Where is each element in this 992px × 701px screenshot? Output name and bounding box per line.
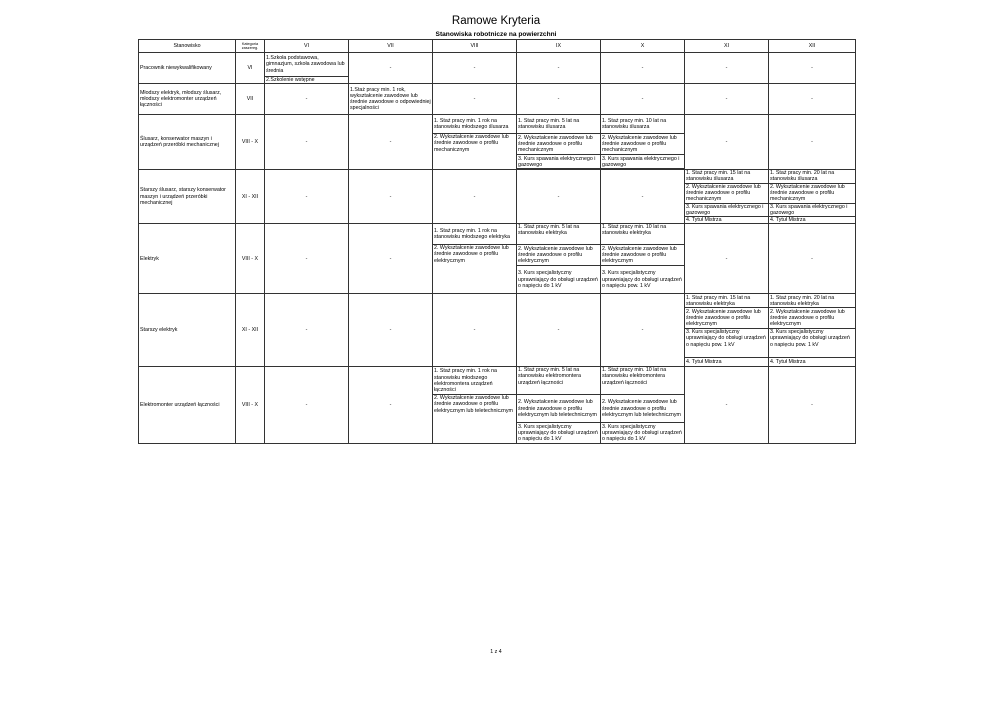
- table-row: [139, 224, 856, 245]
- criteria-cell: 2. Wykształcenie zawodowe lub średnie zawodowe o profilu elektrycznym: [433, 245, 517, 294]
- empty-cell: -: [769, 53, 856, 84]
- table-row: [139, 115, 856, 134]
- criteria-cell: 1. Staż pracy min. 20 lat na stanowisku ślusarza: [769, 170, 856, 183]
- criteria-cell: 1. Staż pracy min. 10 lat na stanowisku elektromontera urządzeń łączności: [601, 367, 685, 395]
- empty-cell: -: [349, 294, 433, 367]
- criteria-cell: 2. Wykształcenie zawodowe lub średnie zawodowe o profilu elektrycznym: [517, 245, 601, 266]
- header-col-xi: XI: [685, 40, 769, 53]
- criteria-cell: 2. Wykształcenie zawodowe lub średnie zawodowe o profilu mechanicznym: [433, 134, 517, 170]
- position-name: Elektromonter urządzeń łączności: [139, 367, 236, 444]
- empty-cell: -: [685, 115, 769, 170]
- empty-cell: -: [265, 294, 349, 367]
- empty-cell: -: [685, 53, 769, 84]
- empty-cell: -: [601, 294, 685, 367]
- header-kategoria: Kategoria zaszereg.: [236, 40, 265, 53]
- empty-cell: -: [265, 367, 349, 444]
- criteria-table: [138, 39, 856, 444]
- criteria-cell: 1. Staż pracy min. 5 lat na stanowisku elektryka: [517, 224, 601, 245]
- criteria-cell: 3. Kurs spawania elektrycznego i gazowego: [685, 203, 769, 216]
- position-name: Pracownik niewykwalifikowany: [139, 53, 236, 84]
- criteria-cell: 2. Wykształcenie zawodowe lub średnie zawodowe o profilu mechanicznym: [769, 183, 856, 203]
- criteria-cell: 2. Wykształcenie zawodowe lub średnie zawodowe o profilu elektrycznym lub teletechnicznym: [601, 395, 685, 423]
- category-cell: VIII - X: [236, 367, 265, 444]
- header-col-xii: XII: [769, 40, 856, 53]
- empty-cell: -: [769, 115, 856, 170]
- empty-cell: -: [265, 84, 349, 115]
- header-col-viii: VIII: [433, 40, 517, 53]
- category-cell: VIII - X: [236, 224, 265, 294]
- criteria-cell: 1. Staż pracy min. 1 rok na stanowisku młodszego ślusarza: [433, 115, 517, 134]
- position-name: Młodszy elektryk, młodszy ślusarz, młodszy elektromonter urządzeń łączności: [139, 84, 236, 115]
- criteria-cell: 1. Staż pracy min. 1 rok na stanowisku młodszego elektromontera urządzeń łączności: [433, 367, 517, 395]
- criteria-cell: 4. Tytuł Mistrza: [769, 217, 856, 224]
- empty-cell: -: [517, 170, 601, 224]
- criteria-cell: 2. Wykształcenie zawodowe lub średnie zawodowe o profilu elektrycznym: [685, 308, 769, 329]
- header-col-x: X: [601, 40, 685, 53]
- criteria-cell: 3. Kurs spawania elektrycznego i gazowego: [769, 203, 856, 216]
- criteria-cell: 2. Wykształcenie zawodowe lub średnie zawodowe o profilu elektrycznym lub teletechnicznym: [517, 395, 601, 423]
- criteria-cell: 2. Wykształcenie zawodowe lub średnie zawodowe o profilu mechanicznym: [685, 183, 769, 203]
- empty-cell: -: [349, 170, 433, 224]
- empty-cell: -: [517, 294, 601, 367]
- position-name: Ślusarz, konserwator maszyn i urządzeń przeróbki mechanicznej: [139, 115, 236, 170]
- criteria-cell: 1. Staż pracy min. 10 lat na stanowisku ślusarza: [601, 115, 685, 134]
- empty-cell: -: [265, 224, 349, 294]
- header-stanowisko: Stanowisko: [139, 40, 236, 53]
- empty-cell: -: [433, 294, 517, 367]
- category-cell: XI - XII: [236, 170, 265, 224]
- criteria-cell: 3. Kurs specjalistyczny uprawniający do obsługi urządzeń o napięciu pow. 1 kV: [685, 329, 769, 358]
- criteria-cell: 3. Kurs spawania elektrycznego i gazowego: [517, 155, 601, 169]
- criteria-cell: 3. Kurs specjalistyczny uprawniający do obsługi urządzeń o napięciu do 1 kV: [517, 266, 601, 294]
- header-col-ix: IX: [517, 40, 601, 53]
- empty-cell: -: [601, 84, 685, 115]
- empty-cell: -: [685, 224, 769, 294]
- empty-cell: -: [349, 115, 433, 170]
- criteria-cell: 1. Staż pracy min. 5 lat na stanowisku elektromontera urządzeń łączności: [517, 367, 601, 395]
- empty-cell: -: [685, 84, 769, 115]
- position-name: Starszy ślusarz, starszy konserwator maszyn i urządzeń przeróbki mechanicznej: [139, 170, 236, 224]
- empty-cell: -: [769, 367, 856, 444]
- empty-cell: -: [769, 84, 856, 115]
- empty-cell: -: [517, 84, 601, 115]
- criteria-cell: 1. Staż pracy min. 15 lat na stanowisku ślusarza: [685, 170, 769, 183]
- criteria-cell: 3. Kurs specjalistyczny uprawniający do obsługi urządzeń o napięciu do 1 kV: [517, 423, 601, 444]
- criteria-cell: 1.Staż pracy min. 1 rok, wykształcenie zawodowe lub średnie zawodowe o odpowiedniej specjalności: [349, 84, 433, 115]
- empty-cell: -: [517, 53, 601, 84]
- table-row: [139, 294, 856, 308]
- table-row: [139, 53, 856, 77]
- criteria-cell: 4. Tytuł Mistrza: [685, 217, 769, 224]
- empty-cell: -: [265, 115, 349, 170]
- criteria-cell: 1. Staż pracy min. 20 lat na stanowisku elektryka: [769, 294, 856, 308]
- header-col-vii: VII: [349, 40, 433, 53]
- header-col-vi: VI: [265, 40, 349, 53]
- empty-cell: -: [685, 367, 769, 444]
- criteria-cell: 1. Staż pracy min. 10 lat na stanowisku elektryka: [601, 224, 685, 245]
- criteria-cell: 2. Wykształcenie zawodowe lub średnie zawodowe o profilu elektrycznym: [769, 308, 856, 329]
- criteria-cell: 2. Wykształcenie zawodowe lub średnie zawodowe o profilu mechanicznym: [601, 134, 685, 155]
- position-name: Elektryk: [139, 224, 236, 294]
- empty-cell: -: [349, 367, 433, 444]
- empty-cell: -: [349, 53, 433, 84]
- empty-cell: -: [433, 84, 517, 115]
- category-cell: VII: [236, 84, 265, 115]
- document-title: Ramowe Kryteria: [451, 15, 541, 27]
- table-row: [139, 367, 856, 395]
- criteria-cell: 1. Staż pracy min. 5 lat na stanowisku ślusarza: [517, 115, 601, 134]
- document-subtitle: Stanowiska robotnicze na powierzchni: [435, 31, 557, 38]
- criteria-cell: 2. Wykształcenie zawodowe lub średnie zawodowe o profilu elektrycznym: [601, 245, 685, 266]
- empty-cell: -: [601, 53, 685, 84]
- criteria-cell: 3. Kurs specjalistyczny uprawniający do obsługi urządzeń o napięciu do 1 kV: [601, 423, 685, 444]
- criteria-cell: 1.Szkoła podstawowa, gimnazjum, szkoła zawodowa lub średnia: [265, 53, 349, 77]
- empty-cell: -: [601, 170, 685, 224]
- empty-cell: -: [349, 224, 433, 294]
- criteria-cell: 2.Szkolenie wstępne: [265, 77, 349, 84]
- empty-cell: -: [433, 170, 517, 224]
- criteria-cell: 3. Kurs specjalistyczny uprawniający do obsługi urządzeń o napięciu pow. 1 kV: [769, 329, 856, 358]
- category-cell: VIII - X: [236, 115, 265, 170]
- criteria-cell: 2. Wykształcenie zawodowe lub średnie zawodowe o profilu elektrycznym lub teletechnicznym: [433, 395, 517, 444]
- empty-cell: -: [769, 224, 856, 294]
- table-header-row: [139, 40, 856, 53]
- page-number: 1 z 4: [490, 649, 502, 655]
- category-cell: VI: [236, 53, 265, 84]
- criteria-cell: 2. Wykształcenie zawodowe lub średnie zawodowe o profilu mechanicznym: [517, 134, 601, 155]
- criteria-cell: 4. Tytuł Mistrza: [685, 358, 769, 367]
- table-row: [139, 170, 856, 183]
- criteria-cell: 1. Staż pracy min. 15 lat na stanowisku elektryka: [685, 294, 769, 308]
- criteria-cell: 3. Kurs specjalistyczny uprawniający do obsługi urządzeń o napięciu pow. 1 kV: [601, 266, 685, 294]
- category-cell: XI - XII: [236, 294, 265, 367]
- criteria-cell: 3. Kurs spawania elektrycznego i gazowego: [601, 155, 685, 169]
- table-row: [139, 84, 856, 115]
- empty-cell: -: [265, 170, 349, 224]
- empty-cell: -: [433, 53, 517, 84]
- criteria-cell: 1. Staż pracy min. 1 rok na stanowisku młodszego elektryka: [433, 224, 517, 245]
- criteria-cell: 4. Tytuł Mistrza: [769, 358, 856, 367]
- position-name: Starszy elektryk: [139, 294, 236, 367]
